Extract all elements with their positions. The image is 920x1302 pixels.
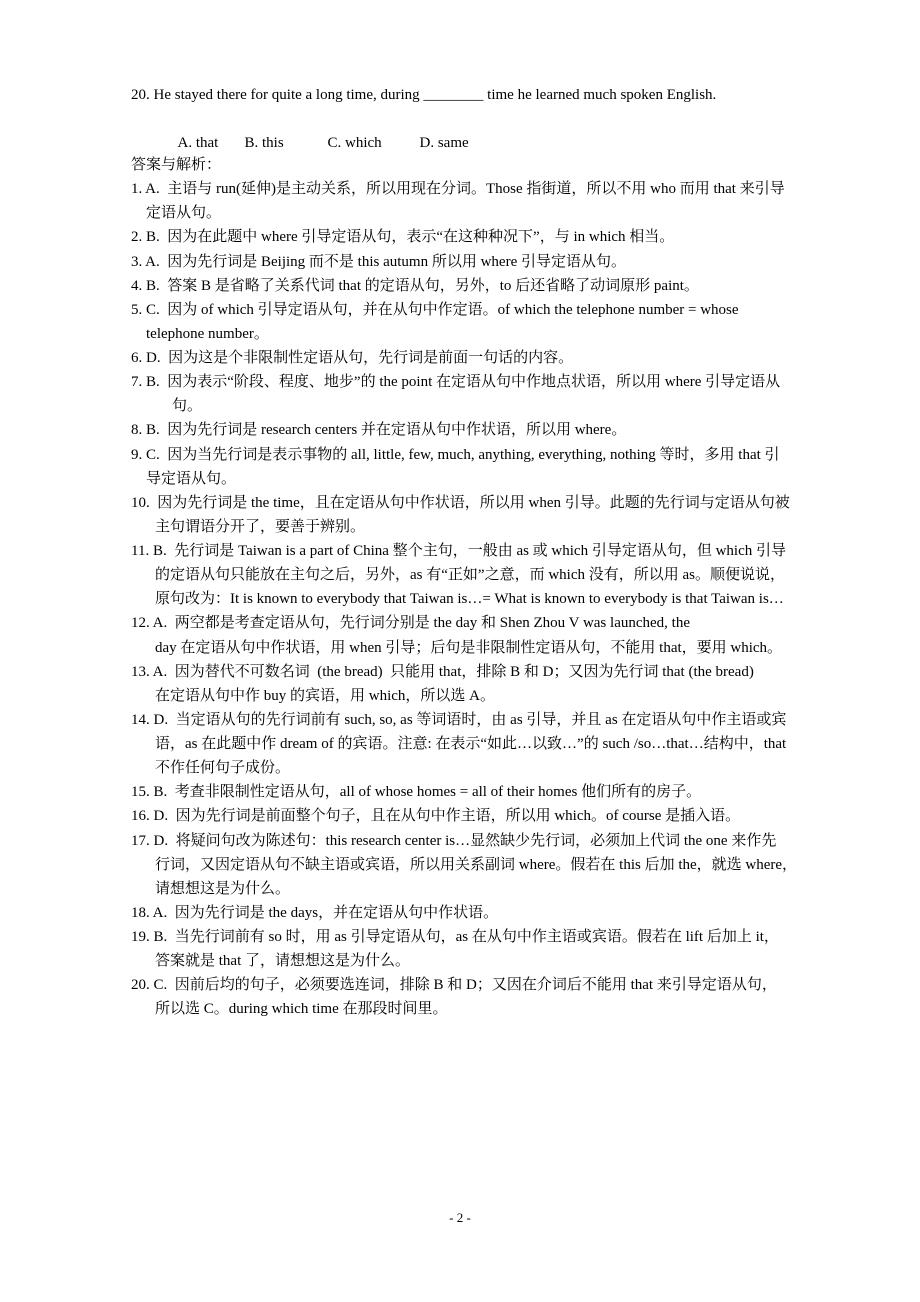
answer-line: 导定语从句。: [146, 470, 237, 487]
answer-line: 12. A. 两空都是考查定语从句，先行词分别是 the day 和 Shen Zhou V was launched, the: [131, 615, 690, 632]
answer-item-13: [131, 660, 843, 708]
answer-line: 在定语从句中作 buy 的宾语，用 which，所以选 A。: [155, 687, 495, 704]
answer-line: 6. D. 因为这是个非限制性定语从句，先行词是前面一句话的内容。: [131, 350, 574, 366]
answer-line: 17. D. 将疑问句改为陈述句：this research center is…显然缺少先行词，必须加上代词 the one 来作先: [131, 832, 777, 849]
answer-line: 14. D. 当定语从句的先行词前有 such, so, as 等词语时，由 as 引导，并且 as 在定语从句中作主语或宾: [131, 711, 787, 728]
answer-line: 8. B. 因为先行词是 research centers 并在定语从句中作状语，所以用 where。: [131, 422, 627, 439]
question-options: [131, 107, 843, 151]
option-c: C. which: [327, 135, 382, 151]
answer-item-7: [131, 370, 843, 418]
answer-item-10: [131, 491, 843, 539]
answer-item-8: [131, 418, 843, 442]
answers-section: [131, 153, 843, 1022]
answer-line: 定语从句。: [146, 205, 222, 222]
answer-line: 11. B. 先行词是 Taiwan is a part of China 整个主句，一般由 as 或 which 引导定语从句，但 which 引导: [131, 543, 786, 559]
answer-item-14: [131, 708, 843, 780]
answer-item-4: [131, 274, 843, 298]
answer-line: 原句改为：It is known to everybody that Taiwan is…= What is known to everybody is that Taiwan is…: [155, 591, 784, 608]
answer-line: 不作任何句子成份。: [155, 760, 291, 777]
answer-item-2: [131, 225, 843, 249]
answer-item-17: [131, 829, 843, 901]
answer-line: 19. B. 当先行词前有 so 时，用 as 引导定语从句，as 在从句中作主语或宾语。假若在 lift 后加上 it，: [131, 929, 779, 945]
answer-line: 9. C. 因为当先行词是表示事物的 all, little, few, much, anything, everything, nothing 等时，多用 that 引: [131, 446, 780, 463]
answer-item-12: [131, 611, 843, 659]
answer-item-5: [131, 298, 843, 346]
answer-line: 行词，又因定语从句不缺主语或宾语，所以用关系副词 where。假若在 this 后加 the，就选 where，: [155, 856, 798, 873]
answer-line: 2. B. 因为在此题中 where 引导定语从句，表示“在这种种况下”，与 in which 相当。: [131, 229, 675, 246]
option-d: D. same: [419, 135, 469, 151]
answer-line: 所以选 C。during which time 在那段时间里。: [155, 1001, 448, 1018]
question-block: [131, 83, 843, 151]
answer-line: 18. A. 因为先行词是 the days，并在定语从句中作状语。: [131, 904, 499, 921]
answer-item-3: [131, 250, 843, 274]
answer-item-18: [131, 901, 843, 925]
page-number: - 2 -: [449, 1210, 471, 1225]
answer-line: 请想想这是为什么。: [155, 880, 291, 897]
answer-line: 语，as 在此题中作 dream of 的宾语。注意: 在表示“如此…以致…”的 such /so…that…结构中，that: [155, 736, 787, 752]
answer-line: 3. A. 因为先行词是 Beijing 而不是 this autumn 所以用 where 引导定语从句。: [131, 253, 626, 270]
answer-line: 13. A. 因为替代不可数名词 (the bread) 只能用 that，排除 B 和 D；又因为先行词 that (the bread): [131, 663, 754, 680]
answer-item-1: [131, 177, 843, 225]
answer-line: 15. B. 考查非限制性定语从句，all of whose homes = all of their homes 他们所有的房子。: [131, 784, 702, 801]
answer-line: telephone number。: [146, 325, 269, 342]
answer-line: 7. B. 因为表示“阶段、程度、地步”的 the point 在定语从句中作地点状语，所以用 where 引导定语从: [131, 374, 781, 391]
question-text: 20. He stayed there for quite a long time, during ________ time he learned much spoken English.: [131, 87, 717, 103]
answer-item-15: [131, 780, 843, 804]
answer-line: 16. D. 因为先行词是前面整个句子，且在从句中作主语，所以用 which。of course 是插入语。: [131, 808, 741, 825]
answer-line: 主句谓语分开了，要善于辨别。: [155, 518, 366, 535]
option-b: B. this: [244, 135, 284, 151]
answer-item-16: [131, 804, 843, 828]
answer-item-19: [131, 925, 843, 973]
answers-heading: 答案与解析：: [131, 157, 222, 173]
answer-line: 4. B. 答案 B 是省略了关系代词 that 的定语从句，另外，to 后还省略了动词原形 paint。: [131, 277, 699, 294]
answer-line: 20. C. 因前后均的句子，必须要选连词，排除 B 和 D；又因在介词后不能用 that 来引导定语从句，: [131, 977, 777, 994]
answer-line: 的定语从句只能放在主句之后，另外，as 有“正如”之意，而 which 没有，所以用 as。顺便说说，: [155, 567, 785, 584]
answer-item-6: [131, 346, 843, 370]
document-body: [131, 83, 843, 1022]
answer-line: 答案就是 that 了，请想想这是为什么。: [155, 953, 410, 970]
option-a: A. that: [177, 135, 219, 151]
answer-item-20: [131, 973, 843, 1021]
answer-line: 10. 因为先行词是 the time，且在定语从句中作状语，所以用 when 引导。此题的先行词与定语从句被: [131, 494, 790, 511]
answer-item-9: [131, 443, 843, 491]
answer-item-11: [131, 539, 843, 611]
answer-line: 5. C. 因为 of which 引导定语从句，并在从句中作定语。of which the telephone number = whose: [131, 301, 739, 318]
answer-line: 句。: [172, 398, 203, 415]
answer-line: day 在定语从句中作状语，用 when 引导；后句是非限制性定语从句，不能用 that，要用 which。: [155, 639, 783, 656]
answer-line: 1. A. 主语与 run(延伸)是主动关系，所以用现在分词。Those 指街道，所以不用 who 而用 that 来引导: [131, 181, 785, 198]
